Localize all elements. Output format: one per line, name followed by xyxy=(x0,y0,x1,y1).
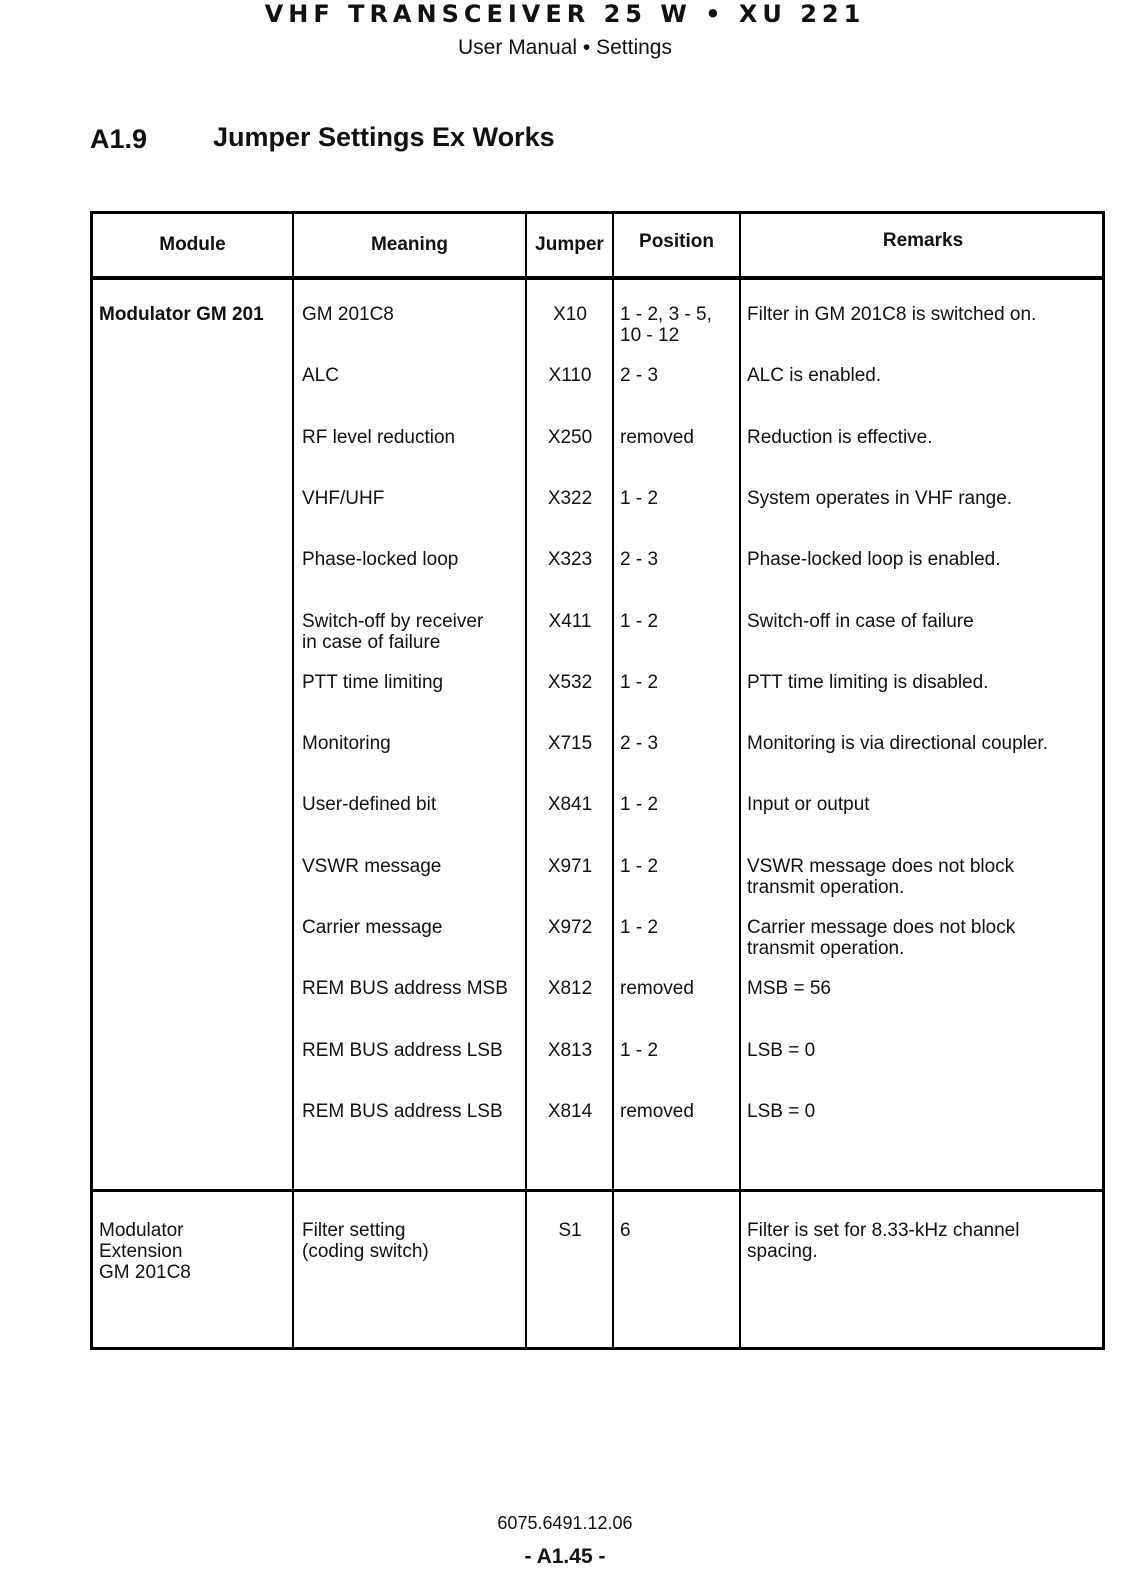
jumper-cell: X841 xyxy=(547,794,593,816)
meaning-cell: REM BUS address MSB xyxy=(302,978,508,1000)
position-cell: 2 - 3 xyxy=(620,365,659,387)
meaning-cell: Monitoring xyxy=(302,733,391,755)
meaning-cell: VHF/UHF xyxy=(302,487,385,509)
remarks-cell: ALC is enabled. xyxy=(747,365,882,387)
jumper-settings-table xyxy=(90,211,1105,1350)
header-divider xyxy=(93,276,1102,280)
module-cell: Modulator GM 201 xyxy=(99,304,264,325)
meaning-cell: Carrier message xyxy=(302,917,443,938)
remarks-cell: LSB = 0 xyxy=(747,1100,816,1122)
jumper-cell: X715 xyxy=(547,733,593,755)
remarks-cell: Carrier message does not block transmit operation. xyxy=(747,917,1016,959)
meaning-cell: ALC xyxy=(302,365,339,387)
jumper-cell: X10 xyxy=(553,304,587,325)
jumper-cell: X972 xyxy=(547,917,593,938)
document-subtitle: User Manual • Settings xyxy=(458,36,672,59)
column-header-module: Module xyxy=(159,234,226,255)
jumper-cell: X250 xyxy=(547,426,593,448)
group-divider xyxy=(93,1189,1102,1192)
module-cell: Modulator Extension GM 201C8 xyxy=(99,1220,191,1283)
jumper-cell: X322 xyxy=(547,487,593,509)
meaning-cell: VSWR message xyxy=(302,855,442,877)
page-number: - A1.45 - xyxy=(524,1545,606,1568)
position-cell: 1 - 2 xyxy=(620,487,659,509)
jumper-cell: X971 xyxy=(547,855,593,877)
remarks-cell: PTT time limiting is disabled. xyxy=(747,671,989,693)
jumper-cell: X323 xyxy=(547,549,593,571)
meaning-cell: User-defined bit xyxy=(302,794,437,816)
position-cell: removed xyxy=(620,426,694,448)
position-cell: 1 - 2 xyxy=(620,1039,659,1061)
jumper-cell: X814 xyxy=(547,1100,593,1122)
meaning-cell: REM BUS address LSB xyxy=(302,1039,503,1061)
position-cell: 1 - 2, 3 - 5, 10 - 12 xyxy=(620,304,712,346)
meaning-cell: Phase-locked loop xyxy=(302,549,459,571)
remarks-cell: VSWR message does not block transmit operation. xyxy=(747,855,1015,898)
jumper-cell: S1 xyxy=(558,1220,582,1241)
meaning-cell: GM 201C8 xyxy=(302,304,394,325)
jumper-cell: X812 xyxy=(547,978,593,1000)
remarks-cell: Filter in GM 201C8 is switched on. xyxy=(747,304,1037,325)
remarks-cell: Input or output xyxy=(747,794,870,816)
remarks-cell: Monitoring is via directional coupler. xyxy=(747,733,1048,755)
remarks-cell: Phase-locked loop is enabled. xyxy=(747,549,1001,571)
meaning-cell: RF level reduction xyxy=(302,426,456,448)
section-number: A1.9 xyxy=(90,124,148,154)
remarks-cell: MSB = 56 xyxy=(747,978,831,1000)
position-cell: 1 - 2 xyxy=(620,610,659,632)
remarks-cell: System operates in VHF range. xyxy=(747,487,1013,509)
position-cell: 1 - 2 xyxy=(620,794,659,816)
jumper-cell: X110 xyxy=(548,365,592,387)
column-header-position: Position xyxy=(639,231,714,252)
position-cell: 2 - 3 xyxy=(620,549,659,571)
position-cell: 2 - 3 xyxy=(620,733,659,755)
document-code: 6075.6491.12.06 xyxy=(497,1513,633,1533)
position-cell: removed xyxy=(620,1100,694,1122)
remarks-cell: LSB = 0 xyxy=(747,1039,816,1061)
column-header-remarks: Remarks xyxy=(882,230,964,251)
meaning-cell: Filter setting (coding switch) xyxy=(302,1220,429,1262)
meaning-cell: Switch-off by receiver in case of failure xyxy=(302,610,484,653)
position-cell: removed xyxy=(620,978,694,1000)
position-cell: 1 - 2 xyxy=(620,855,659,877)
remarks-cell: Reduction is effective. xyxy=(747,426,933,448)
remarks-cell: Switch-off in case of failure xyxy=(747,610,974,632)
column-divider xyxy=(292,214,294,1347)
remarks-cell: Filter is set for 8.33-kHz channel spacing. xyxy=(747,1220,1020,1262)
jumper-cell: X411 xyxy=(548,610,592,632)
meaning-cell: PTT time limiting xyxy=(302,671,444,693)
column-header-meaning: Meaning xyxy=(370,234,449,255)
column-header-jumper: Jumper xyxy=(535,234,604,255)
position-cell: 1 - 2 xyxy=(620,671,659,693)
position-cell: 1 - 2 xyxy=(620,917,659,938)
jumper-cell: X813 xyxy=(547,1039,593,1061)
position-cell: 6 xyxy=(620,1220,631,1241)
jumper-cell: X532 xyxy=(547,671,593,693)
section-title: Jumper Settings Ex Works xyxy=(213,122,555,152)
meaning-cell: REM BUS address LSB xyxy=(302,1100,503,1122)
document-title: VHF TRANSCEIVER 25 W • XU 221 xyxy=(264,0,866,28)
